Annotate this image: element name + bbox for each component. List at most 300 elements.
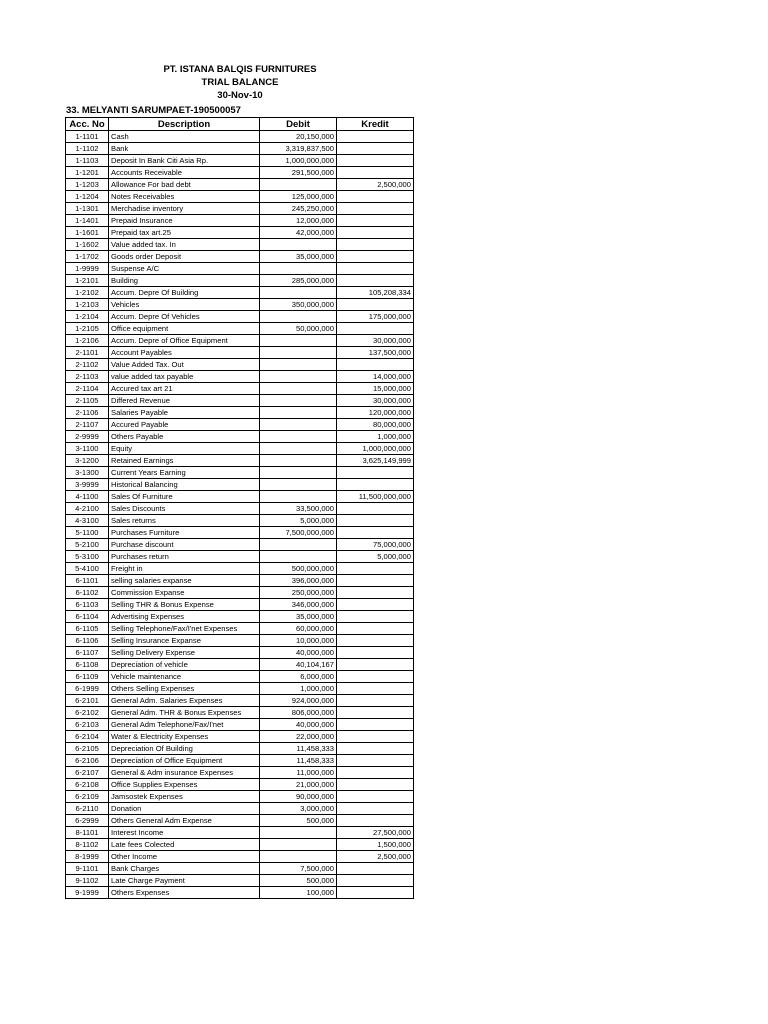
account-number-cell: 6-2999 xyxy=(66,815,109,827)
table-row xyxy=(66,335,414,347)
account-number-cell: 8-1101 xyxy=(66,827,109,839)
description-cell: Accum. Depre Of Building xyxy=(109,287,260,299)
debit-cell: 100,000 xyxy=(260,887,337,899)
debit-cell xyxy=(260,371,337,383)
debit-cell: 40,000,000 xyxy=(260,647,337,659)
table-row xyxy=(66,371,414,383)
table-row xyxy=(66,479,414,491)
kredit-cell xyxy=(337,683,414,695)
description-cell: Selling THR & Bonus Expense xyxy=(109,599,260,611)
debit-cell: 291,500,000 xyxy=(260,167,337,179)
account-number-cell: 6-2103 xyxy=(66,719,109,731)
table-row xyxy=(66,611,414,623)
debit-cell xyxy=(260,179,337,191)
kredit-cell xyxy=(337,767,414,779)
debit-cell: 924,000,000 xyxy=(260,695,337,707)
description-cell: Merchadise inventory xyxy=(109,203,260,215)
description-cell: Purchases Furniture xyxy=(109,527,260,539)
kredit-cell xyxy=(337,755,414,767)
table-row xyxy=(66,743,414,755)
description-cell: Account Payables xyxy=(109,347,260,359)
debit-cell: 33,500,000 xyxy=(260,503,337,515)
debit-cell xyxy=(260,851,337,863)
kredit-cell xyxy=(337,131,414,143)
account-number-cell: 6-1106 xyxy=(66,635,109,647)
description-cell: Selling Insurance Expanse xyxy=(109,635,260,647)
description-cell: Cash xyxy=(109,131,260,143)
description-cell: Sales Discounts xyxy=(109,503,260,515)
description-cell: Office Supplies Expenses xyxy=(109,779,260,791)
debit-cell: 60,000,000 xyxy=(260,623,337,635)
description-cell: Selling Delivery Expense xyxy=(109,647,260,659)
table-row xyxy=(66,671,414,683)
table-row xyxy=(66,263,414,275)
table-row xyxy=(66,587,414,599)
description-cell: Late fees Colected xyxy=(109,839,260,851)
debit-cell: 35,000,000 xyxy=(260,611,337,623)
table-body xyxy=(66,131,414,899)
table-row xyxy=(66,347,414,359)
description-cell: Depreciation of vehicle xyxy=(109,659,260,671)
kredit-cell xyxy=(337,275,414,287)
table-row xyxy=(66,155,414,167)
debit-cell: 285,000,000 xyxy=(260,275,337,287)
table-row xyxy=(66,731,414,743)
kredit-cell xyxy=(337,647,414,659)
account-number-cell: 6-1105 xyxy=(66,623,109,635)
account-number-cell: 6-2106 xyxy=(66,755,109,767)
description-cell: Water & Electricity Expenses xyxy=(109,731,260,743)
debit-cell: 500,000 xyxy=(260,815,337,827)
account-number-cell: 5-3100 xyxy=(66,551,109,563)
account-number-cell: 8-1102 xyxy=(66,839,109,851)
account-number-cell: 2-1104 xyxy=(66,383,109,395)
table-row xyxy=(66,359,414,371)
account-number-cell: 1-2105 xyxy=(66,323,109,335)
debit-cell xyxy=(260,263,337,275)
account-number-cell: 5-1100 xyxy=(66,527,109,539)
account-number-cell: 2-1105 xyxy=(66,395,109,407)
table-header-row xyxy=(66,118,414,131)
debit-cell: 40,104,167 xyxy=(260,659,337,671)
account-number-cell: 2-1107 xyxy=(66,419,109,431)
debit-cell: 7,500,000,000 xyxy=(260,527,337,539)
description-cell: Accum. Depre Of Vehicles xyxy=(109,311,260,323)
description-cell: Goods order Deposit xyxy=(109,251,260,263)
account-number-cell: 6-2108 xyxy=(66,779,109,791)
account-number-cell: 2-1101 xyxy=(66,347,109,359)
account-number-cell: 3-1300 xyxy=(66,467,109,479)
debit-cell: 21,000,000 xyxy=(260,779,337,791)
account-number-cell: 1-1201 xyxy=(66,167,109,179)
table-row xyxy=(66,767,414,779)
description-cell: Building xyxy=(109,275,260,287)
kredit-cell: 30,000,000 xyxy=(337,335,414,347)
description-cell: Allowance For bad debt xyxy=(109,179,260,191)
description-cell: Bank Charges xyxy=(109,863,260,875)
kredit-cell xyxy=(337,575,414,587)
debit-cell xyxy=(260,395,337,407)
account-number-cell: 6-1107 xyxy=(66,647,109,659)
debit-cell: 7,500,000 xyxy=(260,863,337,875)
account-number-cell: 6-2105 xyxy=(66,743,109,755)
table-row xyxy=(66,719,414,731)
kredit-cell: 1,000,000 xyxy=(337,431,414,443)
kredit-cell: 105,208,334 xyxy=(337,287,414,299)
kredit-cell xyxy=(337,359,414,371)
account-number-cell: 3-9999 xyxy=(66,479,109,491)
account-number-cell: 1-2102 xyxy=(66,287,109,299)
col-header-acc: Acc. No xyxy=(66,118,109,131)
description-cell: Others Payable xyxy=(109,431,260,443)
kredit-cell xyxy=(337,263,414,275)
account-number-cell: 5-4100 xyxy=(66,563,109,575)
debit-cell: 11,458,333 xyxy=(260,743,337,755)
description-cell: Donation xyxy=(109,803,260,815)
col-header-debit: Debit xyxy=(260,118,337,131)
kredit-cell xyxy=(337,671,414,683)
kredit-cell: 1,500,000 xyxy=(337,839,414,851)
account-number-cell: 6-1999 xyxy=(66,683,109,695)
debit-cell xyxy=(260,347,337,359)
kredit-cell: 2,500,000 xyxy=(337,179,414,191)
debit-cell xyxy=(260,431,337,443)
debit-cell: 12,000,000 xyxy=(260,215,337,227)
account-number-cell: 2-1103 xyxy=(66,371,109,383)
kredit-cell xyxy=(337,791,414,803)
description-cell: Current Years Earning xyxy=(109,467,260,479)
kredit-cell xyxy=(337,731,414,743)
table-row xyxy=(66,815,414,827)
kredit-cell xyxy=(337,143,414,155)
table-row xyxy=(66,287,414,299)
kredit-cell xyxy=(337,239,414,251)
kredit-cell: 137,500,000 xyxy=(337,347,414,359)
description-cell: Depreciation Of Building xyxy=(109,743,260,755)
account-number-cell: 6-1104 xyxy=(66,611,109,623)
account-number-cell: 4-3100 xyxy=(66,515,109,527)
account-number-cell: 1-1602 xyxy=(66,239,109,251)
table-row xyxy=(66,407,414,419)
debit-cell: 500,000,000 xyxy=(260,563,337,575)
description-cell: General Adm. Salaries Expenses xyxy=(109,695,260,707)
description-cell: Sales Of Furniture xyxy=(109,491,260,503)
kredit-cell xyxy=(337,611,414,623)
account-number-cell: 1-1103 xyxy=(66,155,109,167)
debit-cell xyxy=(260,539,337,551)
account-number-cell: 6-2107 xyxy=(66,767,109,779)
kredit-cell xyxy=(337,863,414,875)
debit-cell xyxy=(260,383,337,395)
debit-cell xyxy=(260,335,337,347)
table-row xyxy=(66,527,414,539)
description-cell: Interest Income xyxy=(109,827,260,839)
report-date: 30-Nov-10 xyxy=(217,90,263,101)
description-cell: Accured Payable xyxy=(109,419,260,431)
description-cell: Freight in xyxy=(109,563,260,575)
account-number-cell: 6-1108 xyxy=(66,659,109,671)
table-row xyxy=(66,575,414,587)
kredit-cell: 27,500,000 xyxy=(337,827,414,839)
kredit-cell xyxy=(337,587,414,599)
kredit-cell xyxy=(337,887,414,899)
debit-cell: 125,000,000 xyxy=(260,191,337,203)
debit-cell: 11,458,333 xyxy=(260,755,337,767)
kredit-cell xyxy=(337,623,414,635)
account-number-cell: 6-1101 xyxy=(66,575,109,587)
debit-cell: 90,000,000 xyxy=(260,791,337,803)
table-row xyxy=(66,827,414,839)
account-number-cell: 6-1109 xyxy=(66,671,109,683)
debit-cell: 6,000,000 xyxy=(260,671,337,683)
description-cell: Office equipment xyxy=(109,323,260,335)
description-cell: Vehicles xyxy=(109,299,260,311)
table-row xyxy=(66,635,414,647)
table-row xyxy=(66,839,414,851)
kredit-cell xyxy=(337,467,414,479)
account-number-cell: 1-2101 xyxy=(66,275,109,287)
debit-cell xyxy=(260,827,337,839)
account-number-cell: 1-2106 xyxy=(66,335,109,347)
table-row xyxy=(66,251,414,263)
account-number-cell: 9-1101 xyxy=(66,863,109,875)
description-cell: General Adm. THR & Bonus Expenses xyxy=(109,707,260,719)
description-cell: Equity xyxy=(109,443,260,455)
kredit-cell xyxy=(337,875,414,887)
table-row xyxy=(66,683,414,695)
account-number-cell: 6-2109 xyxy=(66,791,109,803)
table-row xyxy=(66,599,414,611)
debit-cell xyxy=(260,239,337,251)
debit-cell xyxy=(260,839,337,851)
account-number-cell: 1-1101 xyxy=(66,131,109,143)
kredit-cell: 120,000,000 xyxy=(337,407,414,419)
kredit-cell xyxy=(337,659,414,671)
kredit-cell: 11,500,000,000 xyxy=(337,491,414,503)
description-cell: Accum. Depre of Office Equipment xyxy=(109,335,260,347)
debit-cell: 396,000,000 xyxy=(260,575,337,587)
kredit-cell xyxy=(337,635,414,647)
description-cell: Others Expenses xyxy=(109,887,260,899)
table-row xyxy=(66,323,414,335)
debit-cell: 5,000,000 xyxy=(260,515,337,527)
account-number-cell: 1-1102 xyxy=(66,143,109,155)
table-row xyxy=(66,143,414,155)
debit-cell: 11,000,000 xyxy=(260,767,337,779)
kredit-cell xyxy=(337,227,414,239)
account-number-cell: 1-1204 xyxy=(66,191,109,203)
kredit-cell: 75,000,000 xyxy=(337,539,414,551)
kredit-cell xyxy=(337,155,414,167)
debit-cell xyxy=(260,311,337,323)
table-row xyxy=(66,707,414,719)
debit-cell xyxy=(260,419,337,431)
table-row xyxy=(66,563,414,575)
description-cell: Suspense A/C xyxy=(109,263,260,275)
report-title: TRIAL BALANCE xyxy=(201,77,279,88)
kredit-cell xyxy=(337,251,414,263)
debit-cell: 1,000,000,000 xyxy=(260,155,337,167)
table-row xyxy=(66,503,414,515)
table-row xyxy=(66,551,414,563)
table-row xyxy=(66,875,414,887)
table-row xyxy=(66,755,414,767)
debit-cell: 10,000,000 xyxy=(260,635,337,647)
table-row xyxy=(66,203,414,215)
description-cell: Value added tax. In xyxy=(109,239,260,251)
col-header-kredit: Kredit xyxy=(337,118,414,131)
table-row xyxy=(66,131,414,143)
account-number-cell: 2-9999 xyxy=(66,431,109,443)
table-row xyxy=(66,311,414,323)
table-row xyxy=(66,647,414,659)
account-number-cell: 1-2103 xyxy=(66,299,109,311)
kredit-cell xyxy=(337,203,414,215)
debit-cell: 40,000,000 xyxy=(260,719,337,731)
account-number-cell: 6-2110 xyxy=(66,803,109,815)
kredit-cell xyxy=(337,503,414,515)
kredit-cell: 2,500,000 xyxy=(337,851,414,863)
table-row xyxy=(66,395,414,407)
table-row xyxy=(66,167,414,179)
debit-cell: 22,000,000 xyxy=(260,731,337,743)
trial-balance-table xyxy=(65,117,414,899)
debit-cell xyxy=(260,287,337,299)
account-number-cell: 6-2102 xyxy=(66,707,109,719)
description-cell: Prepaid tax art.25 xyxy=(109,227,260,239)
table-row xyxy=(66,791,414,803)
table-row xyxy=(66,695,414,707)
description-cell: Deposit In Bank Citi Asia Rp. xyxy=(109,155,260,167)
kredit-cell xyxy=(337,215,414,227)
account-number-cell: 3-1200 xyxy=(66,455,109,467)
kredit-cell: 3,625,149,999 xyxy=(337,455,414,467)
description-cell: selling salaries expanse xyxy=(109,575,260,587)
table-row xyxy=(66,299,414,311)
account-number-cell: 1-1702 xyxy=(66,251,109,263)
description-cell: Purchase discount xyxy=(109,539,260,551)
table-row xyxy=(66,383,414,395)
debit-cell: 245,250,000 xyxy=(260,203,337,215)
description-cell: Purchases return xyxy=(109,551,260,563)
account-number-cell: 4-1100 xyxy=(66,491,109,503)
debit-cell: 35,000,000 xyxy=(260,251,337,263)
description-cell: Selling Telephone/Fax/I'net Expenses xyxy=(109,623,260,635)
description-cell: Jamsostek Expenses xyxy=(109,791,260,803)
description-cell: Advertising Expenses xyxy=(109,611,260,623)
table-row xyxy=(66,491,414,503)
table-row xyxy=(66,431,414,443)
kredit-cell xyxy=(337,599,414,611)
table-row xyxy=(66,227,414,239)
table-row xyxy=(66,851,414,863)
kredit-cell: 80,000,000 xyxy=(337,419,414,431)
debit-cell xyxy=(260,359,337,371)
kredit-cell xyxy=(337,323,414,335)
table-row xyxy=(66,539,414,551)
account-number-cell: 5-2100 xyxy=(66,539,109,551)
table-row xyxy=(66,467,414,479)
debit-cell: 346,000,000 xyxy=(260,599,337,611)
description-cell: Salaries Payable xyxy=(109,407,260,419)
kredit-cell xyxy=(337,803,414,815)
company-name: PT. ISTANA BALQIS FURNITURES xyxy=(163,64,317,75)
account-number-cell: 1-9999 xyxy=(66,263,109,275)
account-number-cell: 6-2101 xyxy=(66,695,109,707)
kredit-cell xyxy=(337,707,414,719)
debit-cell: 50,000,000 xyxy=(260,323,337,335)
debit-cell: 350,000,000 xyxy=(260,299,337,311)
description-cell: Historical Balancing xyxy=(109,479,260,491)
account-number-cell: 1-1203 xyxy=(66,179,109,191)
table-row xyxy=(66,443,414,455)
account-number-cell: 9-1102 xyxy=(66,875,109,887)
table-row xyxy=(66,623,414,635)
table-row xyxy=(66,179,414,191)
table-row xyxy=(66,455,414,467)
kredit-cell xyxy=(337,527,414,539)
description-cell: Other Income xyxy=(109,851,260,863)
kredit-cell xyxy=(337,563,414,575)
account-number-cell: 8-1999 xyxy=(66,851,109,863)
kredit-cell xyxy=(337,515,414,527)
debit-cell xyxy=(260,491,337,503)
kredit-cell xyxy=(337,695,414,707)
account-number-cell: 2-1106 xyxy=(66,407,109,419)
debit-cell: 250,000,000 xyxy=(260,587,337,599)
description-cell: Depreciation of Office Equipment xyxy=(109,755,260,767)
description-cell: Vehicle maintenance xyxy=(109,671,260,683)
debit-cell: 500,000 xyxy=(260,875,337,887)
kredit-cell xyxy=(337,743,414,755)
student-name: 33. MELYANTI SARUMPAET-190500057 xyxy=(66,105,241,116)
debit-cell: 1,000,000 xyxy=(260,683,337,695)
table-row xyxy=(66,803,414,815)
account-number-cell: 6-1103 xyxy=(66,599,109,611)
description-cell: Others Selling Expenses xyxy=(109,683,260,695)
description-cell: Value Added Tax. Out xyxy=(109,359,260,371)
debit-cell: 806,000,000 xyxy=(260,707,337,719)
description-cell: Bank xyxy=(109,143,260,155)
kredit-cell: 15,000,000 xyxy=(337,383,414,395)
debit-cell xyxy=(260,551,337,563)
kredit-cell xyxy=(337,719,414,731)
table-row xyxy=(66,659,414,671)
debit-cell: 42,000,000 xyxy=(260,227,337,239)
kredit-cell xyxy=(337,191,414,203)
description-cell: Retained Earnings xyxy=(109,455,260,467)
table-row xyxy=(66,863,414,875)
table-row xyxy=(66,191,414,203)
description-cell: Others General Adm Expense xyxy=(109,815,260,827)
account-number-cell: 6-2104 xyxy=(66,731,109,743)
account-number-cell: 1-1401 xyxy=(66,215,109,227)
debit-cell xyxy=(260,407,337,419)
debit-cell: 3,319,837,500 xyxy=(260,143,337,155)
account-number-cell: 2-1102 xyxy=(66,359,109,371)
kredit-cell xyxy=(337,779,414,791)
description-cell: Differed Revenue xyxy=(109,395,260,407)
account-number-cell: 6-1102 xyxy=(66,587,109,599)
description-cell: Sales returns xyxy=(109,515,260,527)
kredit-cell xyxy=(337,299,414,311)
debit-cell xyxy=(260,455,337,467)
description-cell: Accured tax art 21 xyxy=(109,383,260,395)
account-number-cell: 9-1999 xyxy=(66,887,109,899)
col-header-desc: Description xyxy=(109,118,260,131)
description-cell: General Adm Telephone/Fax/I'net xyxy=(109,719,260,731)
account-number-cell: 1-2104 xyxy=(66,311,109,323)
